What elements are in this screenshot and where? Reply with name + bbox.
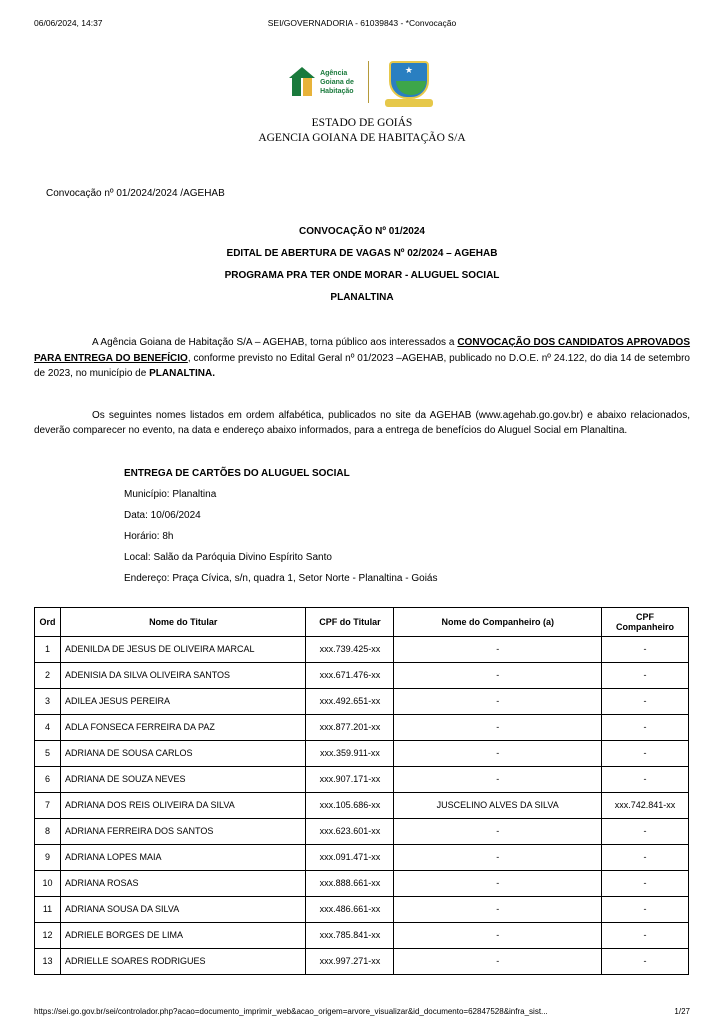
cell-ord: 5 xyxy=(35,740,61,766)
cell-cpf-companheiro: - xyxy=(602,844,689,870)
cell-nome: ADRIANA DOS REIS OLIVEIRA DA SILVA xyxy=(60,792,306,818)
cell-cpf-companheiro: xxx.742.841-xx xyxy=(602,792,689,818)
cell-cpf: xxx.888.661-xx xyxy=(306,870,394,896)
table-row xyxy=(35,844,689,870)
brasao-goias-icon: ★ xyxy=(383,57,435,107)
house-icon xyxy=(289,67,315,97)
cell-nome: ADRIANA DE SOUZA NEVES xyxy=(60,766,306,792)
cell-ord: 8 xyxy=(35,818,61,844)
cell-cpf: xxx.492.651-xx xyxy=(306,688,394,714)
cell-companheiro: - xyxy=(394,896,602,922)
agehab-logo-text xyxy=(320,69,354,96)
cell-nome: ADRIANA ROSAS xyxy=(60,870,306,896)
cell-companheiro: - xyxy=(394,844,602,870)
col-ord: Ord xyxy=(35,607,61,636)
doc-title-line-1: CONVOCAÇÃO Nº 01/2024 xyxy=(299,226,425,237)
cell-ord: 2 xyxy=(35,662,61,688)
agehab-logo xyxy=(289,67,354,97)
cell-ord: 3 xyxy=(35,688,61,714)
agehab-logo-line3: Habitação xyxy=(320,87,354,95)
cell-nome: ADRIANA LOPES MAIA xyxy=(60,844,306,870)
cell-companheiro: - xyxy=(394,740,602,766)
cell-cpf: xxx.739.425-xx xyxy=(306,636,394,662)
cell-ord: 1 xyxy=(35,636,61,662)
cell-cpf: xxx.359.911-xx xyxy=(306,740,394,766)
cell-companheiro: - xyxy=(394,870,602,896)
event-data: Data: 10/06/2024 xyxy=(124,509,201,521)
paragraph-convocacao xyxy=(34,335,690,382)
cell-cpf-companheiro: - xyxy=(602,740,689,766)
cell-cpf: xxx.785.841-xx xyxy=(306,922,394,948)
cell-cpf-companheiro: - xyxy=(602,948,689,974)
col-nome-companheiro: Nome do Companheiro (a) xyxy=(394,607,602,636)
cell-companheiro: JUSCELINO ALVES DA SILVA xyxy=(394,792,602,818)
table-row xyxy=(35,948,689,974)
cell-companheiro: - xyxy=(394,636,602,662)
cell-cpf: xxx.671.476-xx xyxy=(306,662,394,688)
col-cpf-titular: CPF do Titular xyxy=(306,607,394,636)
cell-companheiro: - xyxy=(394,948,602,974)
para1-part-c: , conforme previsto no Edital Geral nº 01/2023 –AGEHAB, publicado no D.O.E. nº 24.122, do dia 14 de setembro de 2023, no município de xyxy=(34,352,690,379)
table-row xyxy=(35,818,689,844)
print-footer xyxy=(34,1004,690,1016)
cell-cpf: xxx.091.471-xx xyxy=(306,844,394,870)
footer-url: https://sei.go.gov.br/sei/controlador.php?acao=documento_imprimir_web&acao_origem=arvore_visualizar&id_documento=62847528&infra_sist... xyxy=(34,1007,548,1016)
convocacao-reference: Convocação nº 01/2024/2024 /AGEHAB xyxy=(46,188,225,199)
logo-divider xyxy=(368,61,369,103)
event-title: ENTREGA DE CARTÕES DO ALUGUEL SOCIAL xyxy=(124,467,350,479)
table-row xyxy=(35,922,689,948)
agehab-logo-line2: Goiana de xyxy=(320,78,354,86)
print-date: 06/06/2024, 14:37 xyxy=(34,18,103,28)
cell-cpf-companheiro: - xyxy=(602,766,689,792)
state-heading xyxy=(34,116,690,146)
agehab-logo-line1: Agência xyxy=(320,69,348,77)
event-horario: Horário: 8h xyxy=(124,530,174,542)
cell-cpf-companheiro: - xyxy=(602,870,689,896)
cell-nome: ADRIELE BORGES DE LIMA xyxy=(60,922,306,948)
cell-nome: ADRIANA FERREIRA DOS SANTOS xyxy=(60,818,306,844)
cell-nome: ADRIANA DE SOUSA CARLOS xyxy=(60,740,306,766)
cell-nome: ADILEA JESUS PEREIRA xyxy=(60,688,306,714)
table-header-row xyxy=(35,607,689,636)
cell-companheiro: - xyxy=(394,818,602,844)
cell-companheiro: - xyxy=(394,688,602,714)
cell-cpf-companheiro: - xyxy=(602,688,689,714)
cell-ord: 11 xyxy=(35,896,61,922)
cell-companheiro: - xyxy=(394,662,602,688)
event-local: Local: Salão da Paróquia Divino Espírito Santo xyxy=(124,551,332,563)
table-row xyxy=(35,740,689,766)
table-row xyxy=(35,870,689,896)
cell-cpf: xxx.877.201-xx xyxy=(306,714,394,740)
cell-cpf: xxx.997.271-xx xyxy=(306,948,394,974)
logo-row xyxy=(34,54,690,110)
cell-nome: ADLA FONSECA FERREIRA DA PAZ xyxy=(60,714,306,740)
table-row xyxy=(35,896,689,922)
cell-nome: ADENISIA DA SILVA OLIVEIRA SANTOS xyxy=(60,662,306,688)
cell-companheiro: - xyxy=(394,922,602,948)
cell-cpf: xxx.486.661-xx xyxy=(306,896,394,922)
paragraph-lista: Os seguintes nomes listados em ordem alfabética, publicados no site da AGEHAB (www.agehab.go.gov.br) e abaixo relacionados, deverão comparecer no evento, na data e endereço abaixo informados, para a entrega de benefícios do Aluguel Social em Planaltina. xyxy=(34,409,690,436)
table-row xyxy=(35,636,689,662)
cell-cpf-companheiro: - xyxy=(602,922,689,948)
cell-nome: ADENILDA DE JESUS DE OLIVEIRA MARCAL xyxy=(60,636,306,662)
cell-companheiro: - xyxy=(394,766,602,792)
doc-title-line-3: PROGRAMA PRA TER ONDE MORAR - ALUGUEL SOCIAL xyxy=(224,270,500,281)
para1-part-a: A Agência Goiana de Habitação S/A – AGEHAB, torna público aos interessados a xyxy=(92,337,458,348)
cell-ord: 9 xyxy=(35,844,61,870)
footer-page-number: 1/27 xyxy=(674,1007,690,1016)
cell-nome: ADRIELLE SOARES RODRIGUES xyxy=(60,948,306,974)
doc-title-line-4: PLANALTINA xyxy=(330,292,394,303)
cell-ord: 7 xyxy=(35,792,61,818)
cell-ord: 10 xyxy=(35,870,61,896)
document-title-block xyxy=(34,221,690,309)
doc-title-line-2: EDITAL DE ABERTURA DE VAGAS Nº 02/2024 – AGEHAB xyxy=(226,248,498,259)
cell-cpf-companheiro: - xyxy=(602,662,689,688)
state-name: ESTADO DE GOIÁS xyxy=(311,117,413,129)
event-municipio: Município: Planaltina xyxy=(124,488,217,500)
cell-companheiro: - xyxy=(394,714,602,740)
cell-ord: 4 xyxy=(35,714,61,740)
cell-cpf-companheiro: - xyxy=(602,714,689,740)
table-row xyxy=(35,766,689,792)
table-row xyxy=(35,792,689,818)
cell-cpf-companheiro: - xyxy=(602,896,689,922)
cell-ord: 12 xyxy=(35,922,61,948)
cell-cpf-companheiro: - xyxy=(602,636,689,662)
table-row xyxy=(35,688,689,714)
beneficiaries-table xyxy=(34,607,689,975)
event-endereco: Endereço: Praça Cívica, s/n, quadra 1, Setor Norte - Planaltina - Goiás xyxy=(124,572,438,584)
para1-highlight: CONVOCAÇÃO DOS CANDIDATOS APROVADOS PARA ENTREGA DO BENEFÍCIO xyxy=(34,337,691,364)
cell-cpf: xxx.907.171-xx xyxy=(306,766,394,792)
cell-cpf: xxx.623.601-xx xyxy=(306,818,394,844)
print-title: SEI/GOVERNADORIA - 61039843 - *Convocação xyxy=(267,18,457,28)
para1-city: PLANALTINA. xyxy=(149,368,216,379)
col-cpf-companheiro: CPF Companheiro xyxy=(602,607,689,636)
cell-cpf-companheiro: - xyxy=(602,818,689,844)
cell-nome: ADRIANA SOUSA DA SILVA xyxy=(60,896,306,922)
cell-ord: 6 xyxy=(35,766,61,792)
table-row xyxy=(35,714,689,740)
cell-cpf: xxx.105.686-xx xyxy=(306,792,394,818)
table-row xyxy=(35,662,689,688)
event-details xyxy=(124,463,690,589)
agency-name: AGENCIA GOIANA DE HABITAÇÃO S/A xyxy=(258,132,466,144)
col-nome-titular: Nome do Titular xyxy=(60,607,306,636)
table-body xyxy=(35,636,689,974)
cell-ord: 13 xyxy=(35,948,61,974)
print-header xyxy=(34,18,690,32)
